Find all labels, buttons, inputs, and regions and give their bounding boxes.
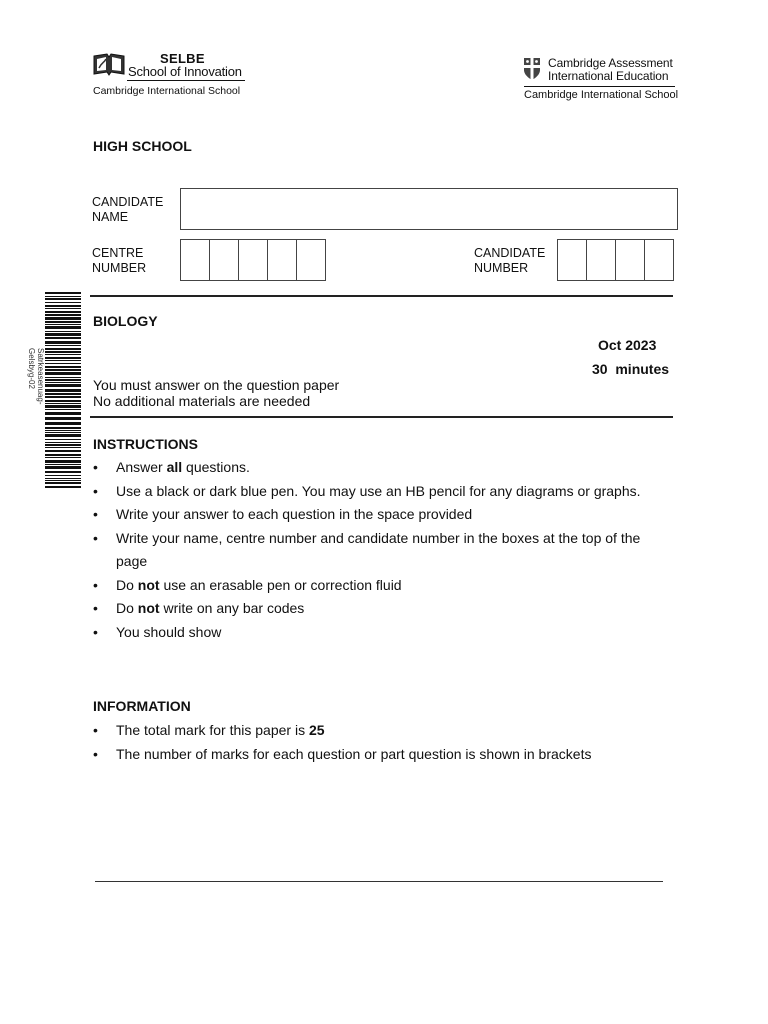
instruction-item: • You should show xyxy=(93,621,663,645)
barcode-stripe xyxy=(45,321,81,323)
barcode-stripe xyxy=(45,460,81,463)
barcode-stripe xyxy=(45,400,81,402)
barcode-stripe xyxy=(45,369,81,371)
barcode-stripe xyxy=(45,314,81,316)
barcode-stripe xyxy=(45,430,81,431)
barcode-stripe xyxy=(45,296,81,297)
selbe-subtitle: School of Innovation xyxy=(128,64,242,79)
barcode xyxy=(45,292,81,488)
candidate-name-field[interactable] xyxy=(180,188,678,230)
instructions-heading: INSTRUCTIONS xyxy=(93,436,198,452)
barcode-stripe xyxy=(45,422,81,425)
barcode-stripe xyxy=(45,447,81,448)
barcode-stripe xyxy=(45,333,81,336)
information-item: • The total mark for this paper is 25 xyxy=(93,719,663,743)
candidate-number-label-line1: CANDIDATE xyxy=(474,246,546,260)
centre-number-label-line2: NUMBER xyxy=(92,261,147,275)
centre-digit-box[interactable] xyxy=(209,239,239,281)
barcode-stripe xyxy=(45,454,81,456)
barcode-stripe xyxy=(45,409,81,410)
barcode-stripe xyxy=(45,466,81,469)
barcode-stripe xyxy=(45,379,81,381)
barcode-stripe xyxy=(45,396,81,398)
centre-digit-box[interactable] xyxy=(296,239,326,281)
barcode-stripe xyxy=(45,382,81,383)
barcode-stripe xyxy=(45,311,81,313)
instructions-list xyxy=(93,456,663,644)
barcode-stripe xyxy=(45,366,81,368)
selbe-brand-name: SELBE xyxy=(160,51,205,66)
open-book-icon xyxy=(93,53,125,77)
barcode-stripe xyxy=(45,475,81,476)
cambridge-divider xyxy=(524,86,675,87)
barcode-stripe xyxy=(45,450,81,452)
centre-number-boxes xyxy=(180,239,326,281)
barcode-stripe xyxy=(45,412,81,415)
subject-heading: BIOLOGY xyxy=(93,313,158,329)
candidate-number-boxes xyxy=(557,239,674,281)
barcode-stripe xyxy=(45,482,81,484)
centre-number-label xyxy=(92,246,146,276)
barcode-stripe xyxy=(45,480,81,481)
barcode-stripe xyxy=(45,478,81,479)
barcode-text: Satrkeasenuag-Gelsbyg-02 xyxy=(27,348,45,405)
candidate-name-label-line2: NAME xyxy=(92,210,129,224)
barcode-stripe xyxy=(45,403,81,404)
cambridge-school-label: Cambridge International School xyxy=(524,89,679,101)
barcode-stripe xyxy=(45,354,81,355)
barcode-stripe xyxy=(45,305,81,307)
barcode-stripe xyxy=(45,486,81,488)
barcode-stripe xyxy=(45,377,81,378)
instruction-item: • Do not use an erasable pen or correction fluid xyxy=(93,574,663,598)
barcode-stripe xyxy=(45,432,81,433)
cambridge-shield-icon xyxy=(523,57,541,81)
instruction-item: • Use a black or dark blue pen. You may use an HB pencil for any diagrams or graphs. xyxy=(93,480,663,504)
footer-rule xyxy=(95,881,663,882)
centre-digit-box[interactable] xyxy=(180,239,210,281)
level-heading: HIGH SCHOOL xyxy=(93,138,192,154)
barcode-stripe xyxy=(45,326,81,329)
barcode-stripe xyxy=(45,393,81,395)
candidate-digit-box[interactable] xyxy=(586,239,616,281)
barcode-stripe xyxy=(45,317,81,320)
instruction-item: • Write your answer to each question in the space provided xyxy=(93,503,663,527)
barcode-stripe xyxy=(45,292,81,294)
barcode-stripe xyxy=(45,442,81,443)
barcode-stripe xyxy=(45,439,81,440)
barcode-stripe xyxy=(45,324,81,325)
instruction-item: • Do not write on any bar codes xyxy=(93,597,663,621)
barcode-stripe xyxy=(45,308,81,309)
barcode-stripe xyxy=(45,464,81,465)
barcode-stripe xyxy=(45,444,81,446)
barcode-stripe xyxy=(45,360,81,361)
instruction-item: • Write your name, centre number and candidate number in the boxes at the top of the page xyxy=(93,527,663,574)
candidate-name-label xyxy=(92,195,163,225)
candidate-digit-box[interactable] xyxy=(557,239,587,281)
barcode-stripe xyxy=(45,471,81,473)
answer-on-paper-note: You must answer on the question paper xyxy=(93,377,340,393)
centre-digit-box[interactable] xyxy=(238,239,268,281)
barcode-stripe xyxy=(45,417,81,420)
exam-date: Oct 2023 xyxy=(598,337,657,353)
barcode-stripe xyxy=(45,331,81,332)
barcode-stripe xyxy=(45,427,81,429)
candidate-number-label-line2: NUMBER xyxy=(474,261,529,275)
barcode-stripe xyxy=(45,345,81,346)
barcode-stripe xyxy=(45,389,81,392)
barcode-stripe xyxy=(45,341,81,344)
information-heading: INFORMATION xyxy=(93,698,191,714)
barcode-stripe xyxy=(45,337,81,339)
barcode-stripe xyxy=(45,384,81,387)
candidate-name-label-line1: CANDIDATE xyxy=(92,195,164,209)
candidate-digit-box[interactable] xyxy=(615,239,645,281)
candidate-number-label xyxy=(474,246,545,276)
barcode-stripe xyxy=(45,405,81,408)
barcode-stripe xyxy=(45,372,81,375)
barcode-stripe xyxy=(45,302,81,303)
barcode-stripe xyxy=(45,363,81,364)
cambridge-assessment-label: Cambridge Assessment xyxy=(548,56,673,70)
selbe-divider xyxy=(127,80,245,81)
exam-duration: 30 minutes xyxy=(592,361,670,377)
information-list xyxy=(93,719,663,766)
barcode-stripe xyxy=(45,457,81,458)
barcode-stripe xyxy=(45,357,81,359)
instruction-item: • Answer all questions. xyxy=(93,456,663,480)
centre-digit-box[interactable] xyxy=(267,239,297,281)
centre-number-label-line1: CENTRE xyxy=(92,246,144,260)
section-divider xyxy=(90,416,673,418)
information-item: • The number of marks for each question or part question is shown in brackets xyxy=(93,743,663,767)
barcode-stripe xyxy=(45,348,81,350)
candidate-digit-box[interactable] xyxy=(644,239,674,281)
selbe-school-label: Cambridge International School xyxy=(93,85,241,97)
barcode-stripe xyxy=(45,351,81,353)
barcode-stripe xyxy=(45,298,81,300)
no-materials-note: No additional materials are needed xyxy=(93,393,311,409)
international-education-label: International Education xyxy=(548,69,669,83)
section-divider xyxy=(90,295,673,297)
barcode-stripe xyxy=(45,434,81,437)
